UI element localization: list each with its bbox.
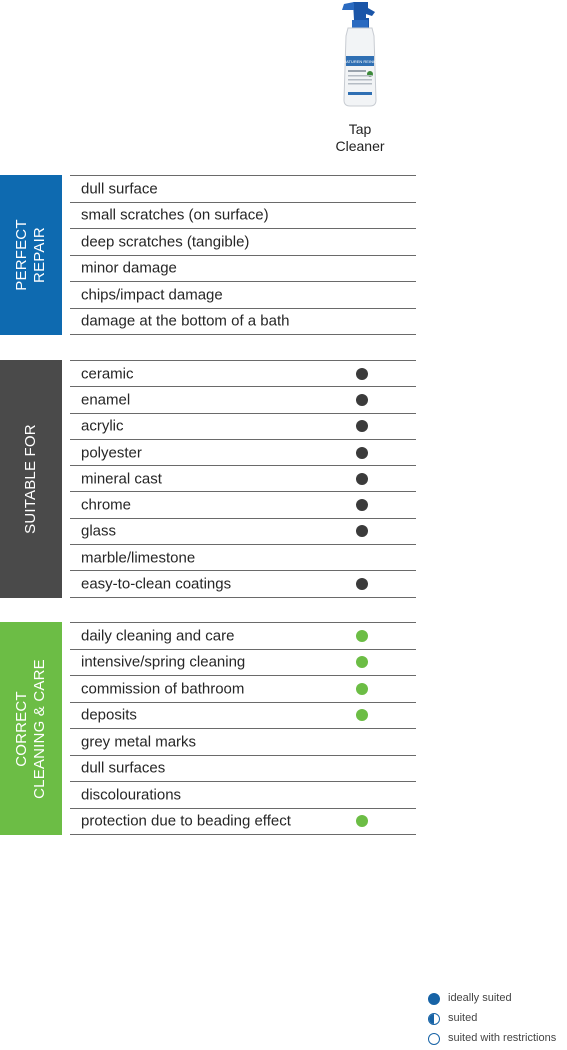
table-row — [70, 782, 416, 809]
table-row — [70, 203, 416, 230]
table-row — [70, 809, 416, 836]
row-label: small scratches (on surface) — [81, 206, 269, 224]
section-band — [0, 360, 62, 598]
ideally-suited-dot — [356, 420, 368, 432]
row-label: easy-to-clean coatings — [81, 575, 232, 593]
legend-label: suited with restrictions — [448, 1032, 557, 1044]
row-label: chips/impact damage — [81, 286, 223, 304]
spray-bottle-icon — [330, 0, 390, 110]
row-label: glass — [81, 522, 117, 540]
ideally-suited-dot — [356, 447, 368, 459]
ideally-suited-dot — [356, 683, 368, 695]
table-row — [70, 650, 416, 677]
row-label: deposits — [81, 706, 137, 724]
table-row — [70, 676, 416, 703]
table-row — [70, 466, 416, 492]
ideally-suited-dot — [356, 630, 368, 642]
row-label: deep scratches (tangible) — [81, 233, 250, 251]
table-row — [70, 176, 416, 203]
table-row — [70, 703, 416, 730]
ideally-suited-dot — [356, 394, 368, 406]
section-perfect-repair — [0, 175, 416, 335]
row-label: grey metal marks — [81, 733, 197, 751]
row-label: polyester — [81, 444, 142, 462]
row-label: acrylic — [81, 417, 124, 435]
section-cleaning-care — [0, 622, 416, 835]
table-row — [70, 492, 416, 518]
circle-half-icon — [428, 1013, 440, 1025]
table-row — [70, 361, 416, 387]
section-rows — [70, 175, 416, 335]
circle-full-icon — [428, 993, 440, 1005]
table-row — [70, 229, 416, 256]
product-name — [318, 121, 402, 155]
section-label: CORRECT CLEANING & CARE — [13, 658, 48, 799]
ideally-suited-dot — [356, 368, 368, 380]
ideally-suited-dot — [356, 525, 368, 537]
legend-label: suited — [448, 1012, 478, 1024]
table-row — [70, 387, 416, 413]
section-label: PERFECT REPAIR — [13, 219, 48, 291]
product-column-header — [318, 0, 402, 160]
legend-label: ideally suited — [448, 992, 512, 1004]
table-row — [70, 729, 416, 756]
table-row — [70, 309, 416, 336]
table-row — [70, 282, 416, 309]
row-label: marble/limestone — [81, 549, 196, 567]
section-band — [0, 175, 62, 335]
section-band — [0, 622, 62, 835]
table-row — [70, 256, 416, 283]
table-row — [70, 571, 416, 597]
row-label: chrome — [81, 496, 132, 514]
row-label: mineral cast — [81, 470, 162, 488]
row-label: enamel — [81, 391, 131, 409]
ideally-suited-dot — [356, 709, 368, 721]
ideally-suited-dot — [356, 815, 368, 827]
bottle-brand-text: ARMATUREN REINIGER — [337, 59, 383, 64]
row-label: protection due to beading effect — [81, 812, 291, 830]
table-row — [70, 756, 416, 783]
row-label: minor damage — [81, 259, 177, 277]
circle-empty-icon — [428, 1033, 440, 1045]
row-label: discolourations — [81, 786, 182, 804]
product-name-line1: Tap — [348, 121, 372, 137]
row-label: commission of bathroom — [81, 680, 245, 698]
row-label: dull surfaces — [81, 759, 166, 777]
ideally-suited-dot — [356, 578, 368, 590]
product-name-line2: Cleaner — [335, 138, 385, 154]
ideally-suited-dot — [356, 499, 368, 511]
table-row — [70, 414, 416, 440]
table-row — [70, 545, 416, 571]
ideally-suited-dot — [356, 473, 368, 485]
row-label: ceramic — [81, 365, 134, 383]
table-row — [70, 519, 416, 545]
section-rows — [70, 360, 416, 598]
ideally-suited-dot — [356, 656, 368, 668]
table-row — [70, 623, 416, 650]
section-suitable-for — [0, 360, 416, 598]
table-row — [70, 440, 416, 466]
row-label: damage at the bottom of a bath — [81, 312, 290, 330]
row-label: dull surface — [81, 180, 158, 198]
row-label: intensive/spring cleaning — [81, 653, 246, 671]
section-rows — [70, 622, 416, 835]
row-label: daily cleaning and care — [81, 627, 235, 645]
section-label: SUITABLE FOR — [22, 424, 39, 534]
